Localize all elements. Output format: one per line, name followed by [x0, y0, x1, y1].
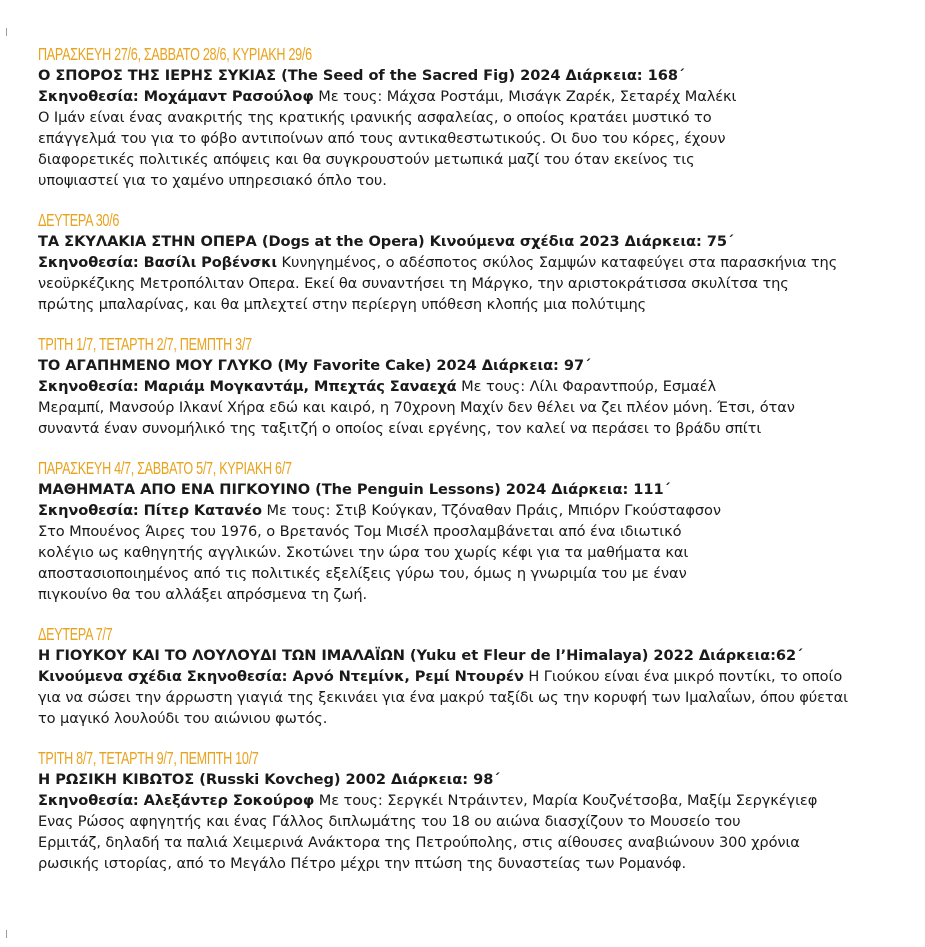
screening-dates: ΤΡΙΤΗ 1/7, ΤΕΤΑΡΤΗ 2/7, ΠΕΜΠΤΗ 3/7	[38, 334, 252, 354]
description-line	[38, 666, 908, 687]
film-entry-yuku	[38, 624, 908, 729]
synopsis-text: Η Γιούκου είναι ένα μικρό ποντίκι, το οποίο	[523, 668, 843, 685]
screening-dates: ΤΡΙΤΗ 8/7, ΤΕΤΑΡΤΗ 9/7, ΠΕΜΠΤΗ 10/7	[38, 748, 259, 768]
description-line	[38, 252, 908, 273]
description-line: πρώτης μπαλαρίνας, και θα μπλεχτεί στην περίεργη υπόθεση κλοπής μια πολύτιμης	[38, 296, 647, 313]
film-entry-penguin-lessons	[38, 458, 908, 605]
film-description	[38, 666, 908, 729]
description-line: Ερμιτάζ, δηλαδή τα παλιά Χειμερινά Ανάκτορα της Πετρούπολης, στις αίθουσες αναβιώνουν 300 χρόνια	[38, 834, 800, 851]
description-line	[38, 86, 908, 107]
screening-dates: ΔΕΥΤΕΡΑ 30/6	[38, 210, 120, 230]
description-line: επάγγελμά του για το φόβο αντιποίνων από τους αντικαθεστωτικούς. Οι δυο του κόρες, έχουν	[38, 130, 726, 147]
description-line: υποψιαστεί για το χαμένο υπηρεσιακό όπλο του.	[38, 172, 387, 189]
director-label: Σκηνοθεσία: Πίτερ Κατανέο	[38, 502, 262, 519]
film-entry-russian-ark	[38, 748, 908, 874]
page-edge-mark-top	[6, 28, 7, 36]
description-line: Στο Μπουένος Άιρες του 1976, ο Βρετανός Τομ Μισέλ προσλαμβάνεται από ένα ιδιωτικό	[38, 523, 682, 540]
director-label: Σκηνοθεσία: Αλεξάντερ Σοκούροφ	[38, 792, 315, 809]
film-title: ΤΑ ΣΚΥΛΑΚΙΑ ΣΤΗΝ ΟΠΕΡΑ (Dogs at the Opera) Κινούμενα σχέδια 2023 Διάρκεια: 75΄	[38, 233, 734, 250]
description-line: Ο Ιμάν είναι ένας ανακριτής της κρατικής ιρανικής ασφαλείας, ο οποίος κρατάει μυστικό το	[38, 109, 712, 126]
screening-dates: ΔΕΥΤΕΡΑ 7/7	[38, 624, 113, 644]
cast-text: Με τους: Σεργκέι Ντράιντεν, Μαρία Κουζνέτσοβα, Μαξίμ Σεργκέγιεφ	[314, 792, 818, 809]
screening-dates: ΠΑΡΑΣΚΕΥΗ 27/6, ΣΑΒΒΑΤΟ 28/6, ΚΥΡΙΑΚΗ 29/6	[38, 44, 312, 64]
film-schedule	[38, 44, 908, 893]
director-label: Σκηνοθεσία: Βασίλι Ροβένσκι	[38, 254, 277, 271]
description-line: διαφορετικές πολιτικές απόψεις και θα συγκρουστούν μετωπικά μαζί του όταν εκείνος τις	[38, 151, 695, 168]
description-line: το μαγικό λουλούδι του αιώνιου φωτός.	[38, 710, 328, 727]
description-line: Ενας Ρώσος αφηγητής και ένας Γάλλος διπλωμάτης του 18 ου αιώνα διασχίζουν το Μουσείο του	[38, 813, 741, 830]
film-title: Ο ΣΠΟΡΟΣ ΤΗΣ ΙΕΡΗΣ ΣΥΚΙΑΣ (The Seed of the Sacred Fig) 2024 Διάρκεια: 168΄	[38, 67, 685, 84]
cast-text: Με τους: Στιβ Κούγκαν, Τζόναθαν Πράις, Μπιόρν Γκούσταφσον	[261, 502, 721, 519]
director-label: Σκηνοθεσία: Μοχάμαντ Ρασούλοφ	[38, 88, 314, 105]
description-line: νεοϋρκέζικης Μετροπόλιταν Οπερα. Εκεί θα συναντήσει τη Μάργκο, την αριστοκράτισσα σκυλίτσα της	[38, 275, 789, 292]
description-line: Μεραμπί, Μανσούρ Ιλκανί Χήρα εδώ και καιρό, η 70χρονη Μαχίν δεν θέλει να ζει πλέον μόνη. Έτσι, όταν	[38, 399, 795, 416]
film-description	[38, 86, 908, 191]
description-line: για να σώσει την άρρωστη γιαγιά της ξεκινάει για ένα μακρύ ταξίδι ως την κορυφή των Ιμαλαΐων, όπου φύεται	[38, 689, 848, 706]
description-line: πιγκουίνο θα του αλλάξει απρόσμενα τη ζωή.	[38, 586, 368, 603]
description-line	[38, 790, 908, 811]
film-entry-seed-of-sacred-fig	[38, 44, 908, 191]
page-edge-mark-bottom	[6, 930, 7, 938]
description-line: συναντά έναν συνομήλικό της ταξιτζή ο οποίος είναι εργένης, τον καλεί να περάσει το βράδυ σπίτι	[38, 420, 762, 437]
director-label: Κινούμενα σχέδια Σκηνοθεσία: Αρνό Ντεμίνκ, Ρεμί Ντουρέν	[38, 668, 524, 685]
film-description	[38, 500, 908, 605]
film-entry-dogs-at-the-opera	[38, 210, 908, 315]
description-line: κολέγιο ως καθηγητής αγγλικών. Σκοτώνει την ώρα του χωρίς κέφι για τα μαθήματα και	[38, 544, 689, 561]
director-label: Σκηνοθεσία: Μαριάμ Μογκαντάμ, Μπεχτάς Σαναεχά	[38, 378, 457, 395]
film-description	[38, 376, 908, 439]
synopsis-text: Κυνηγημένος, ο αδέσποτος σκύλος Σαμψών καταφεύγει στα παρασκήνια της	[277, 254, 838, 271]
cast-text: Με τους: Λίλι Φαραντπούρ, Εσμαέλ	[456, 378, 716, 395]
description-line: αποστασιοποιημένος από τις πολιτικές εξελίξεις γύρω του, όμως η γνωριμία του με έναν	[38, 565, 687, 582]
description-line: ρωσικής ιστορίας, από το Μεγάλο Πέτρο μέχρι την πτώση της δυναστείας των Ρομανόφ.	[38, 855, 686, 872]
film-description	[38, 252, 908, 315]
cast-text: Με τους: Μάχσα Ροστάμι, Μισάγκ Ζαρέκ, Σεταρέχ Μαλέκι	[313, 88, 737, 105]
film-title: ΜΑΘΗΜΑΤΑ ΑΠΟ ΕΝΑ ΠΙΓΚΟΥΙΝΟ (The Penguin Lessons) 2024 Διάρκεια: 111΄	[38, 481, 670, 498]
description-line	[38, 500, 908, 521]
screening-dates: ΠΑΡΑΣΚΕΥΗ 4/7, ΣΑΒΒΑΤΟ 5/7, ΚΥΡΙΑΚΗ 6/7	[38, 458, 292, 478]
film-description	[38, 790, 908, 874]
film-title: Η ΓΙΟΥΚΟΥ ΚΑΙ ΤΟ ΛΟΥΛΟΥΔΙ ΤΩΝ ΙΜΑΛΑΪΩΝ (Yuku et Fleur de l’Himalaya) 2022 Διάρκεια:62΄	[38, 647, 803, 664]
film-entry-my-favorite-cake	[38, 334, 908, 439]
film-title: Η ΡΩΣΙΚΗ ΚΙΒΩΤΟΣ (Russki Kovcheg) 2002 Διάρκεια: 98΄	[38, 771, 500, 788]
film-title: ΤΟ ΑΓΑΠΗΜΕΝΟ ΜΟΥ ΓΛΥΚΟ (My Favorite Cake) 2024 Διάρκεια: 97΄	[38, 357, 591, 374]
description-line	[38, 376, 908, 397]
